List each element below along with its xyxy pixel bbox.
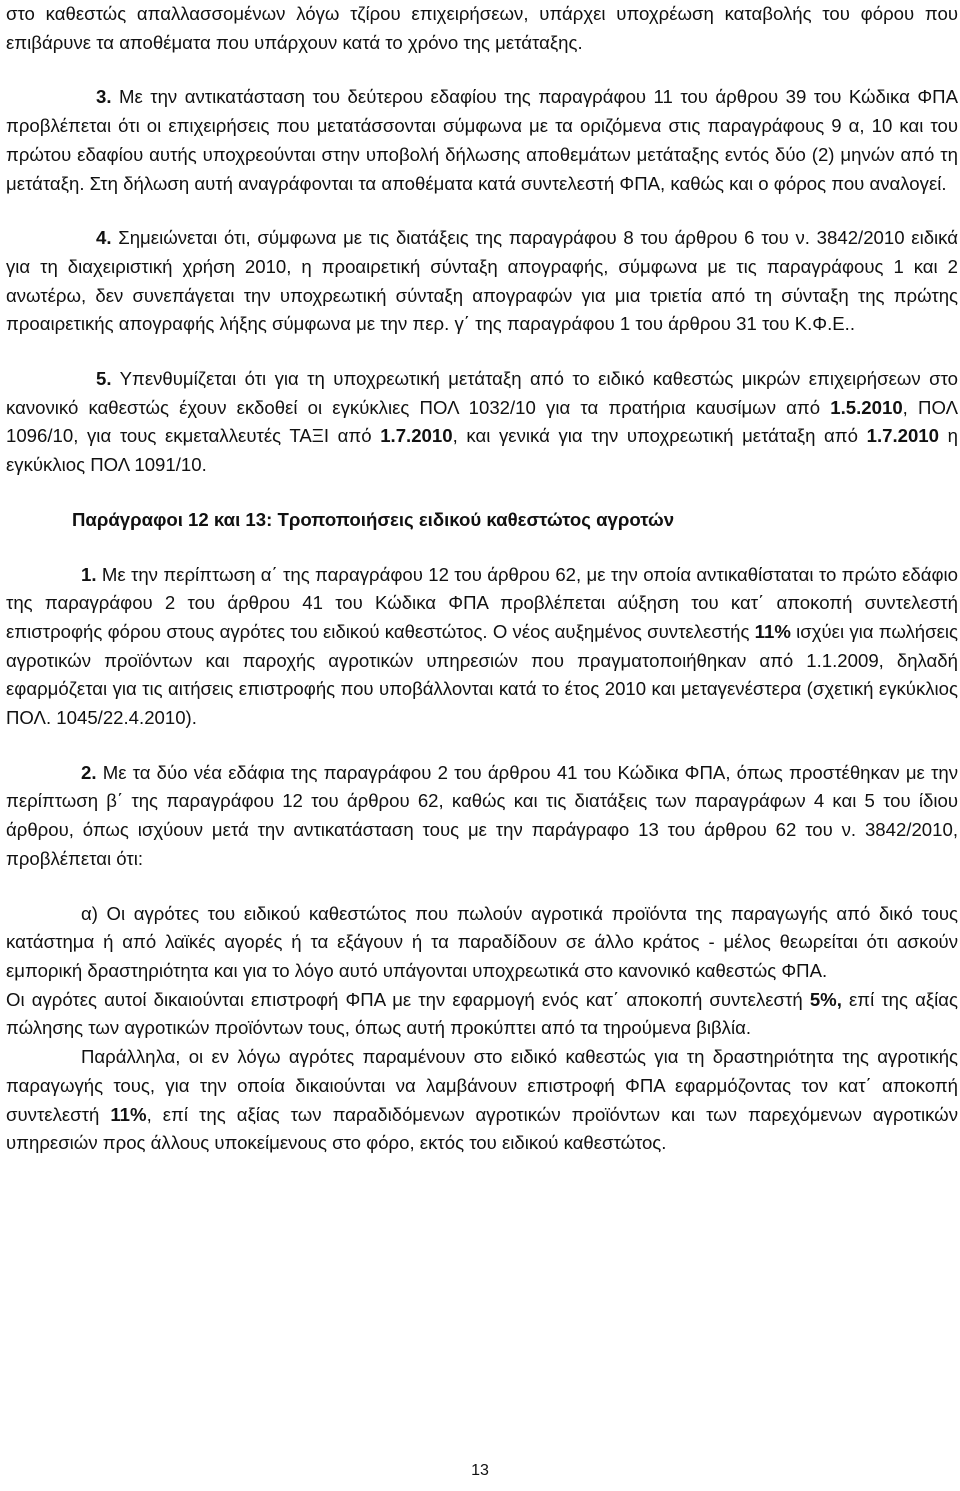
spacer [6,57,958,83]
document-page [6,0,958,1158]
paragraph-text: , και γενικά για την υποχρεωτική μετάταξη από [452,425,867,447]
paragraph-text: , ΠΟΛ 1096/10, για τους εκμεταλλευτές ΤΑΞΙ από [6,396,958,447]
paragraph-number: 2. [81,761,97,783]
paragraph-text: Παράλληλα, οι εν λόγω αγρότες παραμένουν στο ειδικό καθεστώς για τη δραστηριότητα της αγροτικής παραγωγής τους, για την οποία δικαιούνται να λαμβάνουν επιστροφή ΦΠΑ εφαρμόζοντας τον κατ΄ αποκοπή συντελεστή [6,1046,958,1125]
paragraph-number: 1. [81,563,97,585]
date-bold: 1.7.2010 [866,425,939,447]
rate-bold: 11% [110,1103,147,1125]
spacer [6,198,958,224]
paragraph-intro: στο καθεστώς απαλλασσομένων λόγω τζίρου επιχειρήσεων, υπάρχει υποχρέωση καταβολής του φόρου που επιβάρυνε τα αποθέματα που υπάρχουν κατά το χρόνο της μετάταξης. [6,3,958,53]
paragraph-text: , επί της αξίας των παραδιδόμενων αγροτικών προϊόντων και των παρεχόμενων αγροτικών υπηρεσιών προς άλλους υποκείμενους στο φόρο, εκτός του ειδικού καθεστώτος. [6,1103,958,1154]
paragraph-text: η εγκύκλιος ΠΟΛ 1091/10. [6,425,958,476]
spacer [6,733,958,759]
spacer [6,874,958,900]
paragraph-text: Με την περίπτωση α΄ της παραγράφου 12 του άρθρου 62, με την οποία αντικαθίσταται το πρώτο εδάφιο της παραγράφου 2 του άρθρου 41 του Κώδικα ΦΠΑ προβλέπεται αύξηση του κατ΄ αποκοπή συντελεστή επιστροφής φόρου στους αγρότες του ειδικού καθεστώτος. Ο νέος αυξημένος συντελεστής [6,563,958,642]
paragraph-number: 3. [96,86,112,108]
item-a: α) Οι αγρότες του ειδικού καθεστώτος που πωλούν αγροτικά προϊόντα της παραγωγής από δικό τους κατάστημα ή από λαϊκές αγορές ή τα εξάγουν ή τα παραδίδουν σε άλλο κράτος - μέλος θεωρείται ότι ασκούν εμπορική δραστηριότητα και για το λόγο αυτό υπάγονται υποχρεωτικά στο κανονικό καθεστώς ΦΠΑ. [6,902,958,981]
date-bold: 1.7.2010 [380,425,453,447]
section-heading: Παράγραφοι 12 και 13: Τροποποιήσεις ειδικού καθεστώτος αγροτών [72,508,675,530]
paragraph-text: Με την αντικατάσταση του δεύτερου εδαφίου της παραγράφου 11 του άρθρου 39 του Κώδικα ΦΠΑ προβλέπεται ότι οι επιχειρήσεις που μετατάσσονται σύμφωνα με τα οριζόμενα στις παραγράφους 9 α, 10 και του πρώτου εδαφίου αυτής υποχρεούνται στην υποβολή δήλωσης αποθεμάτων μετάταξης εντός δύο (2) μηνών από τη μετάταξη. Στη δήλωση αυτή αναγράφονται τα αποθέματα κατά συντελεστή ΦΠΑ, καθώς και ο φόρος που αναλογεί. [6,86,958,194]
paragraph-text: ισχύει για πωλήσεις αγροτικών προϊόντων και παροχής αγροτικών υπηρεσιών που πραγματοποιήθηκαν από 1.1.2009, δηλαδή εφαρμόζεται για τις αιτήσεις επιστροφής που υποβάλλονται κατά το έτος 2010 και μεταγενέστερα (σχετική εγκύκλιος ΠΟΛ. 1045/22.4.2010). [6,620,958,729]
spacer [6,339,958,365]
paragraph-parallel [6,1043,958,1158]
spacer [6,535,958,561]
section-paragraph-1 [6,561,958,733]
paragraph-text: Με τα δύο νέα εδάφια της παραγράφου 2 του άρθρου 41 του Κώδικα ΦΠΑ, όπως προστέθηκαν με την περίπτωση β΄ της παραγράφου 12 του άρθρου 62, καθώς και τις διατάξεις των παραγράφων 4 και 5 του ίδιου άρθρου, όπως ισχύουν μετά την αντικατάσταση τους με την παράγραφο 13 του άρθρου 62 του ν. 3842/2010, προβλέπεται ότι: [6,761,958,869]
paragraph-text: Οι αγρότες αυτοί δικαιούνται επιστροφή ΦΠΑ με την εφαρμογή ενός κατ΄ αποκοπή συντελεστή [6,988,810,1010]
paragraph-4 [6,224,958,339]
paragraph-number: 4. [96,227,112,249]
section-paragraph-2 [6,759,958,874]
date-bold: 1.5.2010 [830,396,903,418]
paragraph-3 [6,83,958,198]
paragraph-text: επί της αξίας πώλησης των αγροτικών προϊόντων τους, όπως αυτή προκύπτει από τα τηρούμενα βιβλία. [6,988,958,1039]
rate-bold: 5%, [809,988,842,1010]
paragraph-text: Σημειώνεται ότι, σύμφωνα με τις διατάξεις της παραγράφου 8 του άρθρου 6 του ν. 3842/2010 ειδικά για τη διαχειριστική χρήση 2010, η προαιρετική σύνταξη απογραφής, σύμφωνα με τις παραγράφους 1 και 2 ανωτέρω, δεν συνεπάγεται την υποχρεωτική σύνταξη απογραφών για μια τριετία από τη σύνταξη της πρώτης προαιρετικής απογραφής λήξης σύμφωνα με την περ. γ΄ της παραγράφου 1 του άρθρου 31 του Κ.Φ.Ε.. [6,227,958,335]
paragraph-number: 5. [96,368,112,390]
page-number: 13 [471,1462,489,1479]
spacer [6,480,958,506]
paragraph-5 [6,365,958,480]
paragraph-refund [6,986,958,1043]
rate-bold: 11% [754,620,791,642]
paragraph-text: Υπενθυμίζεται ότι για τη υποχρεωτική μετάταξη από το ειδικό καθεστώς μικρών επιχειρήσεων στο κανονικό καθεστώς έχουν εκδοθεί οι εγκύκλιες ΠΟΛ 1032/10 για τα πρατήρια καυσίμων από [6,368,958,418]
